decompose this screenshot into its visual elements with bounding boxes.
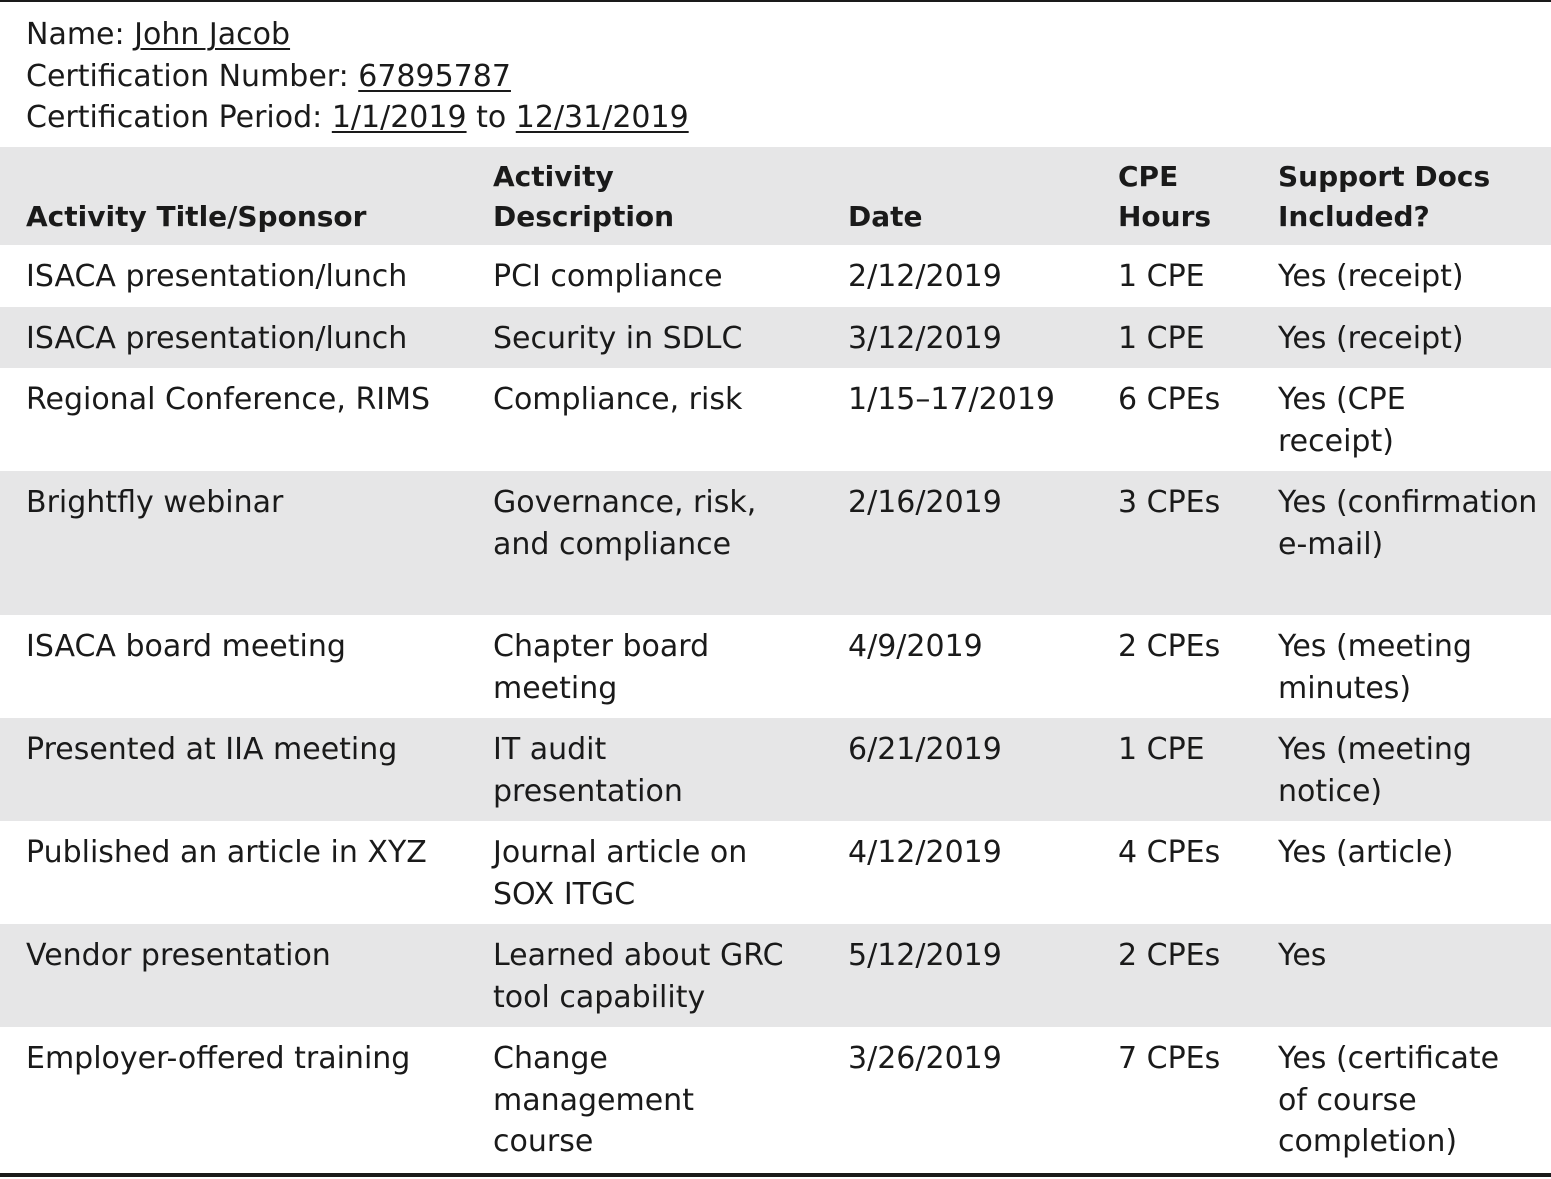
cert-period-to: to bbox=[466, 100, 516, 135]
cell-date: 3/12/2019 bbox=[848, 321, 1002, 356]
cell-description: Chapter board meeting bbox=[493, 629, 710, 706]
table-row bbox=[0, 1027, 1551, 1173]
cell-date: 4/9/2019 bbox=[848, 629, 983, 664]
cell-hours: 1 CPE bbox=[1118, 321, 1205, 356]
cert-period-start: 1/1/2019 bbox=[331, 100, 467, 135]
cell-description: Change management course bbox=[493, 1041, 694, 1159]
cell-description: Journal article on SOX ITGC bbox=[493, 835, 748, 912]
name-value: John Jacob bbox=[134, 17, 291, 52]
cell-date: 4/12/2019 bbox=[848, 835, 1002, 870]
column-header-description: Activity Description bbox=[493, 160, 675, 233]
certificate-header bbox=[26, 14, 689, 139]
cell-title: Presented at IIA meeting bbox=[26, 732, 398, 767]
cell-date: 5/12/2019 bbox=[848, 938, 1002, 973]
bottom-rule bbox=[0, 1173, 1551, 1177]
table-row bbox=[0, 368, 1551, 471]
table-row bbox=[0, 245, 1551, 307]
column-header-title: Activity Title/Sponsor bbox=[26, 200, 367, 233]
table-row bbox=[0, 471, 1551, 615]
cell-date: 6/21/2019 bbox=[848, 732, 1002, 767]
name-line bbox=[26, 14, 689, 56]
cell-title: Published an article in XYZ bbox=[26, 835, 427, 870]
cell-description: Security in SDLC bbox=[493, 321, 743, 356]
cell-description: Learned about GRC tool capability bbox=[493, 938, 784, 1015]
cell-title: Vendor presentation bbox=[26, 938, 331, 973]
cell-title: ISACA presentation/lunch bbox=[26, 321, 408, 356]
name-label: Name: bbox=[26, 17, 135, 52]
table-row bbox=[0, 718, 1551, 821]
cell-title: Regional Conference, RIMS bbox=[26, 382, 431, 417]
table-row bbox=[0, 615, 1551, 718]
cell-description: PCI compliance bbox=[493, 259, 723, 294]
cell-hours: 3 CPEs bbox=[1118, 485, 1221, 520]
cpe-activity-table bbox=[0, 147, 1551, 1173]
table-row bbox=[0, 307, 1551, 368]
cell-docs: Yes (receipt) bbox=[1278, 321, 1464, 356]
cell-docs: Yes (certificate of course completion) bbox=[1278, 1041, 1500, 1159]
column-header-hours: CPE Hours bbox=[1118, 160, 1212, 233]
cell-hours: 1 CPE bbox=[1118, 259, 1205, 294]
cert-number-value: 67895787 bbox=[358, 58, 511, 94]
cell-title: Employer-offered training bbox=[26, 1041, 411, 1076]
cell-date: 2/12/2019 bbox=[848, 259, 1002, 294]
cell-docs: Yes (article) bbox=[1278, 835, 1454, 870]
cell-date: 3/26/2019 bbox=[848, 1041, 1002, 1076]
cell-docs: Yes (receipt) bbox=[1278, 259, 1464, 294]
cell-docs: Yes (meeting minutes) bbox=[1278, 629, 1472, 706]
table-row bbox=[0, 924, 1551, 1027]
cell-docs: Yes (CPE receipt) bbox=[1278, 382, 1406, 459]
cell-description: IT audit presentation bbox=[493, 732, 683, 809]
cell-hours: 6 CPEs bbox=[1118, 382, 1221, 417]
table-row bbox=[0, 821, 1551, 924]
table-header-row bbox=[0, 147, 1551, 245]
cert-number-line bbox=[26, 56, 689, 98]
cell-hours: 1 CPE bbox=[1118, 732, 1205, 767]
cell-docs: Yes (confirmation e-mail) bbox=[1278, 485, 1538, 562]
cell-date: 2/16/2019 bbox=[848, 485, 1002, 520]
cert-period-label: Certification Period: bbox=[26, 100, 332, 135]
cell-hours: 4 CPEs bbox=[1118, 835, 1221, 870]
cell-date: 1/15–17/2019 bbox=[848, 382, 1055, 417]
column-header-docs: Support Docs Included? bbox=[1278, 160, 1491, 233]
cell-hours: 2 CPEs bbox=[1118, 938, 1221, 973]
cell-title: ISACA presentation/lunch bbox=[26, 259, 408, 294]
cell-docs: Yes (meeting notice) bbox=[1278, 732, 1472, 809]
cell-title: ISACA board meeting bbox=[26, 629, 346, 664]
cell-title: Brightfly webinar bbox=[26, 485, 284, 520]
cell-description: Governance, risk, and compliance bbox=[493, 485, 757, 562]
cell-description: Compliance, risk bbox=[493, 382, 743, 417]
top-rule bbox=[0, 0, 1551, 2]
column-header-date: Date bbox=[848, 200, 923, 233]
cert-number-label: Certification Number: bbox=[26, 58, 359, 94]
cell-docs: Yes bbox=[1278, 938, 1327, 973]
cert-period-end: 12/31/2019 bbox=[515, 100, 689, 135]
cell-hours: 7 CPEs bbox=[1118, 1041, 1221, 1076]
cert-period-line bbox=[26, 97, 689, 139]
cell-hours: 2 CPEs bbox=[1118, 629, 1221, 664]
